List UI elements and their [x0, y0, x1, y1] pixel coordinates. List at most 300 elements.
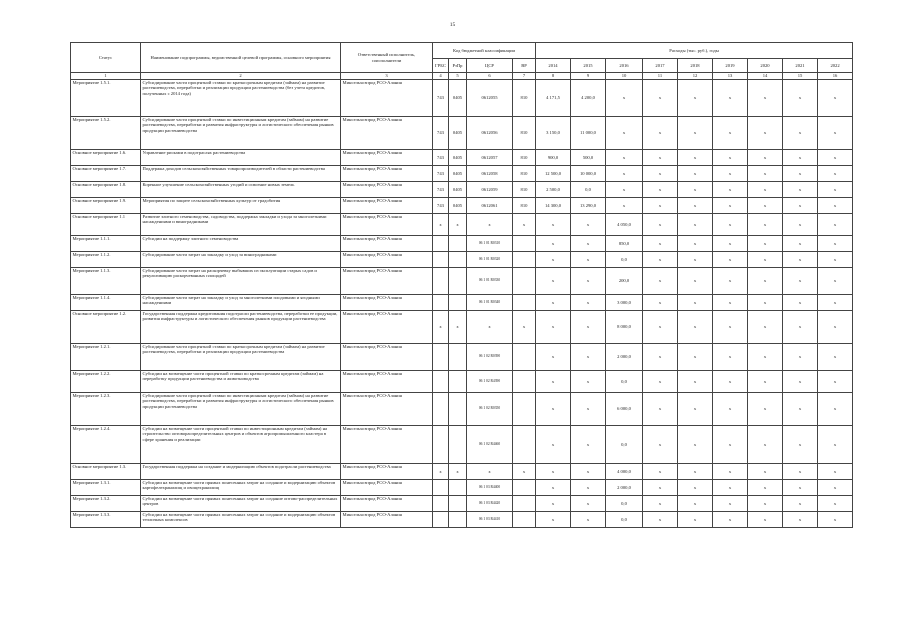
row-name: Субсидирование части затрат на закладку и уход за виноградниками [141, 252, 341, 268]
table-row [71, 214, 853, 236]
row-value: х [713, 311, 748, 344]
row-value: х [713, 117, 748, 150]
row-value: х [678, 393, 713, 426]
table-row [71, 198, 853, 214]
row-name: Субсидирование части затрат на раскорчевку выбывших из эксплуатации старых садов и рекультивацию раскорчеванных площадей [141, 268, 341, 295]
header-year: 2017 [643, 59, 678, 73]
row-csr: х [467, 311, 513, 344]
row-grbs [433, 393, 449, 426]
row-rzpr [449, 480, 467, 496]
row-value: х [713, 496, 748, 512]
header-year: 2021 [783, 59, 818, 73]
row-csr: 0612055 [467, 80, 513, 117]
row-grbs: 743 [433, 150, 449, 166]
row-status: Мероприятие 1.3.2. [71, 496, 141, 512]
header-expenses: Расходы (тыс. руб.), годы [536, 43, 853, 59]
row-rzpr: 0405 [449, 166, 467, 182]
row-status: Мероприятие 1.5.1. [71, 80, 141, 117]
row-value: х [818, 182, 853, 198]
row-csr: х [467, 464, 513, 480]
row-value: х [783, 512, 818, 528]
table-row [71, 344, 853, 371]
row-csr: 0612057 [467, 150, 513, 166]
row-value: х [571, 214, 606, 236]
row-csr: 06 1 01 R0330 [467, 268, 513, 295]
row-executor: Минсельхозпрод РСО-Алания [341, 426, 433, 464]
row-value: 6 000,0 [606, 393, 643, 426]
row-value: х [713, 464, 748, 480]
row-grbs [433, 512, 449, 528]
row-value: х [643, 512, 678, 528]
row-value: х [783, 182, 818, 198]
row-value: 2 000,0 [606, 344, 643, 371]
row-value: х [818, 295, 853, 311]
row-value: х [748, 166, 783, 182]
row-value: х [643, 198, 678, 214]
row-value: х [748, 464, 783, 480]
row-value: х [536, 344, 571, 371]
row-executor: Минсельхозпрод РСО-Алания [341, 371, 433, 393]
header-name: Наименование подпрограммы, ведомственной целевой программы, основного мероприятия [141, 43, 341, 73]
row-name: Мероприятия по защите сельскохозяйственных культур от градобития [141, 198, 341, 214]
row-value: х [571, 512, 606, 528]
row-value: х [678, 236, 713, 252]
table-row [71, 496, 853, 512]
row-value: х [818, 80, 853, 117]
row-value: х [783, 214, 818, 236]
row-value: х [713, 393, 748, 426]
row-value: х [713, 166, 748, 182]
row-csr: 06 1 02 R4390 [467, 371, 513, 393]
row-vr [513, 268, 536, 295]
row-value: х [678, 198, 713, 214]
column-number: 3 [341, 73, 433, 80]
table-row [71, 150, 853, 166]
row-value: х [818, 344, 853, 371]
table-row [71, 80, 853, 117]
row-rzpr [449, 512, 467, 528]
row-value: х [678, 344, 713, 371]
row-grbs: 743 [433, 182, 449, 198]
row-vr: х [513, 464, 536, 480]
row-name: Развитие элитного семеноводства, садоводства, поддержка закладки и ухода за многолетними насаждениями и виноградниками [141, 214, 341, 236]
row-value: х [713, 480, 748, 496]
row-value: х [818, 236, 853, 252]
row-rzpr [449, 393, 467, 426]
row-status: Мероприятие 1.1.2. [71, 252, 141, 268]
row-value: х [643, 214, 678, 236]
row-executor: Минсельхозпрод РСО-Алания [341, 464, 433, 480]
row-value: х [606, 198, 643, 214]
row-rzpr: х [449, 214, 467, 236]
row-vr [513, 393, 536, 426]
row-value: х [818, 393, 853, 426]
row-value: х [571, 393, 606, 426]
row-value: 2 500,0 [536, 182, 571, 198]
row-value: 12 500,0 [536, 166, 571, 182]
row-value: х [571, 464, 606, 480]
row-value: х [748, 480, 783, 496]
row-value: 10 000,0 [571, 166, 606, 182]
row-value: х [678, 182, 713, 198]
row-value: х [783, 252, 818, 268]
row-value: х [678, 117, 713, 150]
table-row [71, 512, 853, 528]
row-value: х [783, 344, 818, 371]
row-vr [513, 512, 536, 528]
row-value: х [678, 295, 713, 311]
row-rzpr: 0405 [449, 150, 467, 166]
row-value: х [748, 198, 783, 214]
row-value: х [536, 480, 571, 496]
row-grbs: 743 [433, 80, 449, 117]
row-vr [513, 236, 536, 252]
row-value: х [571, 236, 606, 252]
row-status: Основное мероприятие 1.3. [71, 464, 141, 480]
table-row [71, 393, 853, 426]
row-value: 500,0 [571, 150, 606, 166]
row-value: х [571, 268, 606, 295]
row-value: х [783, 393, 818, 426]
row-status: Основное мероприятие 1.6. [71, 150, 141, 166]
row-value: х [536, 426, 571, 464]
row-name: Субсидии на возмещение части прямых понесенных затрат на создание и модернизацию объектов картофелехранилищ и овощехранилищ [141, 480, 341, 496]
row-vr: 810 [513, 117, 536, 150]
row-rzpr: 0405 [449, 198, 467, 214]
row-value: х [713, 182, 748, 198]
row-value: х [713, 344, 748, 371]
row-grbs: 743 [433, 117, 449, 150]
column-number: 15 [783, 73, 818, 80]
row-value: 4 171,5 [536, 80, 571, 117]
column-number: 4 [433, 73, 449, 80]
row-value: х [748, 182, 783, 198]
row-name: Субсидирование части процентной ставки по инвестиционным кредитам (займам) на развитие растениеводства, переработки и развития инфраструктуры и логистического обеспечения рынков продукции растениеводства [141, 393, 341, 426]
row-value: х [571, 311, 606, 344]
column-number: 12 [678, 73, 713, 80]
row-value: х [818, 480, 853, 496]
row-grbs: 743 [433, 166, 449, 182]
row-csr: 0612058 [467, 166, 513, 182]
row-executor: Минсельхозпрод РСО-Алания [341, 496, 433, 512]
row-status: Мероприятие 1.5.2. [71, 117, 141, 150]
row-value: х [783, 464, 818, 480]
row-value: х [643, 311, 678, 344]
row-name: Субсидирование части процентной ставки по инвестиционным кредитам (займам) на развитие растениеводства, переработки и развития инфраструктуры и логистического обеспечения рынков продукции растениеводства [141, 117, 341, 150]
row-value: х [748, 236, 783, 252]
row-value: х [748, 371, 783, 393]
row-rzpr [449, 344, 467, 371]
row-value: х [536, 512, 571, 528]
column-number: 13 [713, 73, 748, 80]
row-value: х [678, 496, 713, 512]
table-row [71, 236, 853, 252]
row-value: 0,0 [606, 371, 643, 393]
header-budget-code: Код бюджетной классификации [433, 43, 536, 59]
row-status: Мероприятие 1.1.1. [71, 236, 141, 252]
row-value: х [571, 496, 606, 512]
row-value: 900,0 [536, 150, 571, 166]
row-value: х [606, 150, 643, 166]
row-value: 14 300,0 [536, 198, 571, 214]
row-value: х [748, 311, 783, 344]
row-rzpr [449, 371, 467, 393]
table-row [71, 426, 853, 464]
row-value: х [818, 252, 853, 268]
row-name: Субсидии на поддержку элитного семеноводства [141, 236, 341, 252]
row-value: х [713, 371, 748, 393]
row-value: 3 000,0 [606, 295, 643, 311]
row-csr: 06 1 03 R4420 [467, 496, 513, 512]
row-value: х [818, 268, 853, 295]
row-value: х [536, 268, 571, 295]
row-value: х [643, 252, 678, 268]
row-value: х [643, 166, 678, 182]
row-value: х [643, 344, 678, 371]
row-value: х [783, 268, 818, 295]
row-executor: Минсельхозпрод РСО-Алания [341, 236, 433, 252]
header-year: 2019 [713, 59, 748, 73]
row-value: х [643, 268, 678, 295]
column-number: 11 [643, 73, 678, 80]
row-value: х [748, 214, 783, 236]
row-value: х [783, 198, 818, 214]
row-csr: 06 1 01 R0340 [467, 295, 513, 311]
row-value: 13 290,0 [571, 198, 606, 214]
row-value: 0,0 [606, 426, 643, 464]
row-vr: 810 [513, 198, 536, 214]
row-vr: 810 [513, 80, 536, 117]
row-value: х [818, 496, 853, 512]
column-number: 14 [748, 73, 783, 80]
row-vr [513, 295, 536, 311]
row-grbs [433, 371, 449, 393]
row-value: х [783, 371, 818, 393]
row-name: Коренное улучшение сельскохозяйственных угодий и освоение новых земель [141, 182, 341, 198]
row-csr: 06 1 01 R0310 [467, 236, 513, 252]
row-executor: Минсельхозпрод РСО-Алания [341, 393, 433, 426]
column-number: 2 [141, 73, 341, 80]
table-row [71, 117, 853, 150]
table-row [71, 311, 853, 344]
row-vr: 810 [513, 150, 536, 166]
row-value: х [748, 268, 783, 295]
header-vr: ВР [513, 59, 536, 73]
table-row [71, 268, 853, 295]
row-value: х [571, 426, 606, 464]
row-executor: Минсельхозпрод РСО-Алания [341, 295, 433, 311]
row-value: 0,0 [606, 252, 643, 268]
row-grbs [433, 268, 449, 295]
row-executor: Минсельхозпрод РСО-Алания [341, 117, 433, 150]
column-number: 6 [467, 73, 513, 80]
row-value: 4 200,0 [571, 80, 606, 117]
header-year: 2022 [818, 59, 853, 73]
row-value: х [678, 426, 713, 464]
column-number: 7 [513, 73, 536, 80]
row-executor: Минсельхозпрод РСО-Алания [341, 80, 433, 117]
row-value: х [783, 311, 818, 344]
row-value: х [536, 371, 571, 393]
row-executor: Минсельхозпрод РСО-Алания [341, 214, 433, 236]
row-value: х [783, 236, 818, 252]
row-rzpr: 0405 [449, 182, 467, 198]
page-number: 15 [449, 22, 456, 28]
row-name: Субсидии на возмещение части прямых понесенных затрат на создание оптово-распределительных центров [141, 496, 341, 512]
column-number: 16 [818, 73, 853, 80]
table-row [71, 295, 853, 311]
row-status: Мероприятие 1.2.3. [71, 393, 141, 426]
row-status: Мероприятие 1.3.1. [71, 480, 141, 496]
row-value: х [748, 252, 783, 268]
row-executor: Минсельхозпрод РСО-Алания [341, 252, 433, 268]
row-name: Поддержка доходов сельскохозяйственных товаропроизводителей в области растениеводства [141, 166, 341, 182]
row-grbs: х [433, 464, 449, 480]
row-value: х [571, 295, 606, 311]
row-csr: 0612059 [467, 182, 513, 198]
row-grbs: х [433, 214, 449, 236]
column-number: 9 [571, 73, 606, 80]
row-value: х [713, 268, 748, 295]
row-value: х [606, 166, 643, 182]
row-value: х [748, 150, 783, 166]
row-value: х [783, 80, 818, 117]
row-csr: 06 1 03 R4410 [467, 512, 513, 528]
row-value: х [713, 252, 748, 268]
header-grbs: ГРБС [433, 59, 449, 73]
row-value: х [783, 496, 818, 512]
row-value: х [536, 236, 571, 252]
row-value: 4 000,0 [606, 464, 643, 480]
column-number: 1 [71, 73, 141, 80]
row-value: х [748, 344, 783, 371]
row-rzpr [449, 236, 467, 252]
row-value: 0,0 [606, 512, 643, 528]
row-value: х [536, 295, 571, 311]
row-rzpr: х [449, 464, 467, 480]
row-grbs: 743 [433, 198, 449, 214]
row-value: х [678, 512, 713, 528]
row-rzpr [449, 426, 467, 464]
row-value: х [818, 166, 853, 182]
row-grbs [433, 496, 449, 512]
row-executor: Минсельхозпрод РСО-Алания [341, 311, 433, 344]
row-rzpr: 0405 [449, 80, 467, 117]
row-vr [513, 480, 536, 496]
row-value: х [783, 150, 818, 166]
row-value: х [643, 393, 678, 426]
row-value: х [713, 512, 748, 528]
row-value: х [678, 80, 713, 117]
row-status: Основное мероприятие 1.2. [71, 311, 141, 344]
table-row [71, 182, 853, 198]
row-vr [513, 426, 536, 464]
row-name: Субсидии на возмещение части процентной ставки по краткосрочным кредитам (займам) на переработку продукции растениеводства и животноводства [141, 371, 341, 393]
row-value: х [643, 117, 678, 150]
row-value: х [748, 393, 783, 426]
row-grbs [433, 480, 449, 496]
row-value: х [643, 182, 678, 198]
column-number: 8 [536, 73, 571, 80]
row-value: х [818, 117, 853, 150]
row-grbs [433, 426, 449, 464]
row-vr [513, 344, 536, 371]
row-executor: Минсельхозпрод РСО-Алания [341, 480, 433, 496]
row-value: х [678, 268, 713, 295]
row-status: Основное мероприятие 1.8. [71, 182, 141, 198]
row-name: Государственная поддержка на создание и модернизацию объектов подотрасли растениеводства [141, 464, 341, 480]
header-year: 2015 [571, 59, 606, 73]
row-value: х [748, 426, 783, 464]
row-value: х [713, 150, 748, 166]
row-value: х [713, 295, 748, 311]
row-value: х [783, 295, 818, 311]
row-csr: 06 1 02 R0390 [467, 344, 513, 371]
header-rzpr: РзПр [449, 59, 467, 73]
header-csr: ЦСР [467, 59, 513, 73]
row-executor: Минсельхозпрод РСО-Алания [341, 268, 433, 295]
table-row [71, 166, 853, 182]
row-status: Мероприятие 1.2.4. [71, 426, 141, 464]
row-name: Субсидирование части процентной ставки по краткосрочным кредитам (займам) на развитие растениеводства, переработки и реализации продукции растениеводства [141, 344, 341, 371]
row-csr: 06 1 03 R4400 [467, 480, 513, 496]
program-table [70, 42, 853, 528]
row-value: х [818, 311, 853, 344]
row-grbs: х [433, 311, 449, 344]
row-executor: Минсельхозпрод РСО-Алания [341, 198, 433, 214]
row-rzpr: х [449, 311, 467, 344]
row-executor: Минсельхозпрод РСО-Алания [341, 150, 433, 166]
row-value: х [606, 80, 643, 117]
row-grbs [433, 295, 449, 311]
row-value: х [606, 182, 643, 198]
row-vr [513, 252, 536, 268]
row-value: х [571, 252, 606, 268]
row-rzpr [449, 268, 467, 295]
row-value: х [678, 480, 713, 496]
row-csr: х [467, 214, 513, 236]
row-value: х [713, 80, 748, 117]
header-year: 2020 [748, 59, 783, 73]
row-executor: Минсельхозпрод РСО-Алания [341, 166, 433, 182]
row-csr: 06 1 02 R4460 [467, 426, 513, 464]
row-value: х [643, 426, 678, 464]
row-rzpr [449, 252, 467, 268]
row-value: х [748, 295, 783, 311]
row-value: х [783, 117, 818, 150]
header-status: Статус [71, 43, 141, 73]
row-value: х [713, 198, 748, 214]
row-value: х [536, 464, 571, 480]
row-executor: Минсельхозпрод РСО-Алания [341, 512, 433, 528]
row-value: х [536, 393, 571, 426]
row-value: х [536, 496, 571, 512]
row-name: Субсидирование части затрат на закладку и уход за многолетними плодовыми и ягодными насаждениями [141, 295, 341, 311]
row-value: 0,0 [606, 496, 643, 512]
row-status: Основное мероприятие 1.1 [71, 214, 141, 236]
header-year: 2014 [536, 59, 571, 73]
row-value: х [678, 150, 713, 166]
row-status: Мероприятие 1.1.3. [71, 268, 141, 295]
row-value: х [818, 150, 853, 166]
row-rzpr [449, 496, 467, 512]
row-value: х [643, 295, 678, 311]
header-year: 2016 [606, 59, 643, 73]
row-name: Субсидии на возмещение части прямых понесенных затрат на создание и модернизацию объектов тепличных комплексов [141, 512, 341, 528]
row-value: 0,0 [571, 182, 606, 198]
row-value: х [571, 371, 606, 393]
row-value: х [678, 311, 713, 344]
